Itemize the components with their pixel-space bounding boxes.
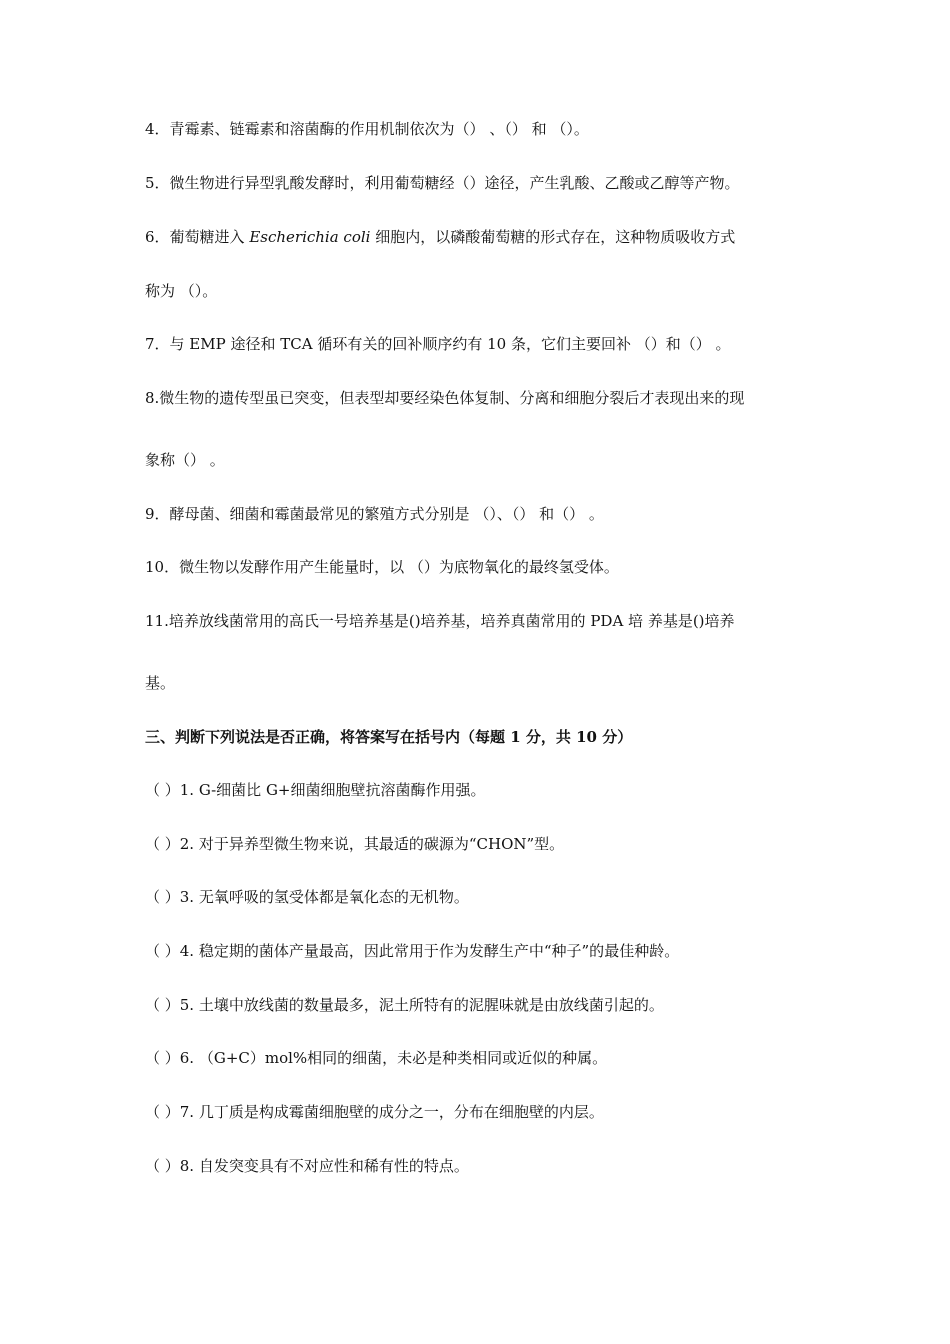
judge-item-3: （ ）3. 无氧呼吸的氢受体都是氧化态的无机物。 (145, 888, 469, 906)
question-6 (145, 227, 810, 247)
judge-item-2: （ ）2. 对于异养型微生物来说，其最适的碳源为“CHON”型。 (145, 835, 565, 853)
judge-item-5: （ ）5. 土壤中放线菌的数量最多，泥土所特有的泥腥味就是由放线菌引起的。 (145, 996, 664, 1014)
question-9: 9．酵母菌、细菌和霉菌最常见的繁殖方式分别是 （）、（） 和（） 。 (145, 505, 604, 523)
judge-item-1: （ ）1. G-细菌比 G+细菌细胞壁抗溶菌酶作用强。 (145, 781, 486, 799)
judge-item-7: （ ）7. 几丁质是构成霉菌细胞壁的成分之一，分布在细胞壁的内层。 (145, 1103, 604, 1121)
question-8-continuation: 象称（） 。 (145, 451, 225, 469)
question-11: 11.培养放线菌常用的高氏一号培养基是()培养基，培养真菌常用的 PDA 培 养基是()培养 (145, 612, 735, 630)
section-3-heading: 三、判断下列说法是否正确，将答案写在括号内（每题 1 分，共 10 分） (145, 728, 633, 746)
question-4: 4．青霉素、链霉素和溶菌酶的作用机制依次为（） 、（） 和 （）。 (145, 120, 589, 138)
question-5: 5．微生物进行异型乳酸发酵时，利用葡萄糖经（）途径，产生乳酸、乙酸或乙醇等产物。 (145, 174, 740, 192)
question-6-suffix: 细胞内，以磷酸葡萄糖的形式存在，这种物质吸收方式 (370, 228, 736, 246)
question-6-continuation: 称为 （）。 (145, 282, 218, 300)
question-6-prefix: 6．葡萄糖进入 (145, 228, 250, 246)
judge-item-6: （ ）6. （G+C）mol%相同的细菌，未必是种类相同或近似的种属。 (145, 1049, 608, 1067)
question-10: 10．微生物以发酵作用产生能量时，以 （）为底物氧化的最终氢受体。 (145, 558, 619, 576)
question-8: 8.微生物的遗传型虽已突变，但表型却要经染色体复制、分离和细胞分裂后才表现出来的现 (145, 389, 745, 407)
question-7: 7．与 EMP 途径和 TCA 循环有关的回补顺序约有 10 条，它们主要回补 （）和（） 。 (145, 335, 731, 353)
judge-item-8: （ ）8. 自发突变具有不对应性和稀有性的特点。 (145, 1157, 469, 1175)
judge-item-4: （ ）4. 稳定期的菌体产量最高，因此常用于作为发酵生产中“种子”的最佳种龄。 (145, 942, 680, 960)
question-11-continuation: 基。 (145, 674, 176, 692)
species-name: Escherichia coli (249, 228, 371, 246)
